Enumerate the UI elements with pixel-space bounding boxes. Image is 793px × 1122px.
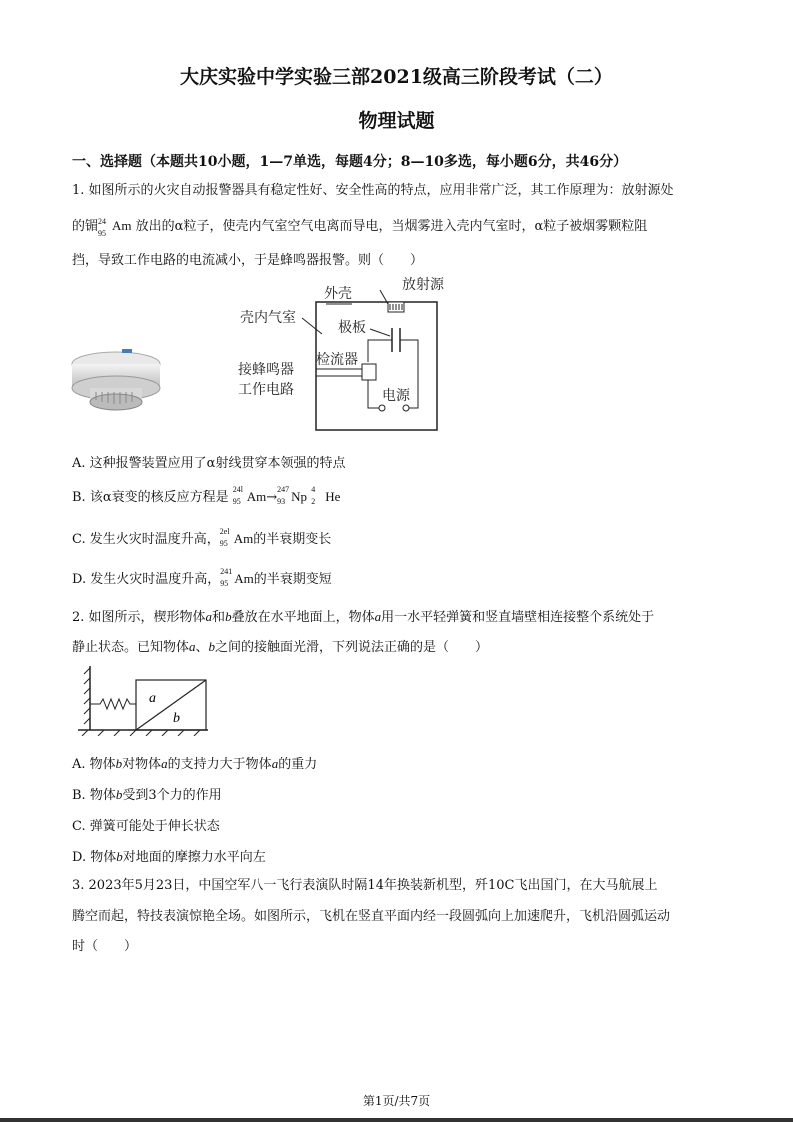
nuclide-am: 24 95 Am (98, 217, 132, 238)
section-heading: 一、选择题（本题共10小题，1—7单选，每题4分；8—10多选，每小题6分，共46分） (72, 154, 628, 170)
q3-line1: 3. 2023年5月23日，中国空军八一飞行表演队时隔14年换装新机型，歼10C飞出国门，在大马航展上 (72, 878, 658, 893)
power-terminal-right (403, 405, 409, 411)
label-detector: 检流器 (316, 352, 358, 368)
label-a: a (149, 691, 156, 706)
q2-option-b: B. 物体b受到3个力的作用 (72, 787, 222, 803)
q1-option-b: B. 该α衰变的核反应方程是 24l 95 Am→ 247 93 Np 4 2 He (72, 485, 341, 506)
wedge-incline (136, 680, 206, 730)
galvanometer (362, 364, 376, 380)
label-source: 放射源 (402, 277, 444, 293)
reaction-am: 24l 95 Am (232, 485, 267, 506)
q2-line1: 2. 如图所示，楔形物体a和b叠放在水平地面上，物体a用一水平轻弹簧和竖直墙壁相连接整个系统处于 (72, 609, 655, 625)
alarm-circuit-diagram (232, 276, 447, 434)
exam-title: 大庆实验中学实验三部2021级高三阶段考试（二） (180, 66, 613, 88)
q1-option-c: C. 发生火灾时温度升高， 2el 95 Am的半衰期变长 (72, 527, 332, 548)
bottom-edge (0, 1118, 793, 1122)
reaction-he: 4 2 He (311, 485, 341, 506)
q2-option-c: C. 弹簧可能处于伸长状态 (72, 819, 220, 834)
label-buzzer-2: 工作电路 (238, 382, 294, 398)
q1-option-a: A. 这种报警装置应用了α射线贯穿本领强的特点 (72, 456, 346, 471)
nuclide-am-d: 241 95 Am (220, 567, 254, 588)
exam-subtitle: 物理试题 (358, 110, 435, 132)
q1-line1: 1. 如图所示的火灾自动报警器具有稳定性好、安全性高的特点，应用非常广泛，其工作原理为：放射源处 (72, 183, 674, 198)
wedge-diagram (72, 664, 212, 736)
label-plate: 极板 (338, 320, 366, 336)
power-terminal-left (379, 405, 385, 411)
q2-option-d: D. 物体b对地面的摩擦力水平向左 (72, 849, 266, 865)
label-b: b (173, 711, 180, 726)
q1-option-d: D. 发生火灾时温度升高， 241 95 Am的半衰期变短 (72, 567, 332, 588)
nuclide-am-c: 2el 95 Am (219, 527, 254, 548)
q1-line2: 的镅 24 95 Am 放出的α粒子，使壳内气室空气电离而导电，当烟雾进入壳内气室时，α粒子被烟雾颗粒阻 (72, 217, 648, 238)
label-power: 电源 (382, 388, 410, 404)
label-shell: 外壳 (324, 286, 352, 302)
smoke-detector-image (68, 344, 164, 422)
spring (90, 699, 136, 709)
page-number: 第1页/共7页 (362, 1094, 431, 1108)
label-buzzer-1: 接蜂鸣器 (238, 362, 294, 378)
q1-line3: 挡，导致工作电路的电流减小，于是蜂鸣器报警。则（ ） (72, 253, 424, 268)
q2-line2: 静止状态。已知物体a、b之间的接触面光滑，下列说法正确的是（ ） (72, 639, 489, 655)
label-chamber: 壳内气室 (240, 310, 296, 326)
q3-line3: 时（ ） (72, 939, 138, 954)
q2-option-a: A. 物体b对物体a的支持力大于物体a的重力 (72, 756, 318, 772)
reaction-np: 247 93 Np (277, 485, 308, 506)
q3-line2: 腾空而起，特技表演惊艳全场。如图所示，飞机在竖直平面内经一段圆弧向上加速爬升，飞机沿圆弧运动 (72, 909, 671, 924)
